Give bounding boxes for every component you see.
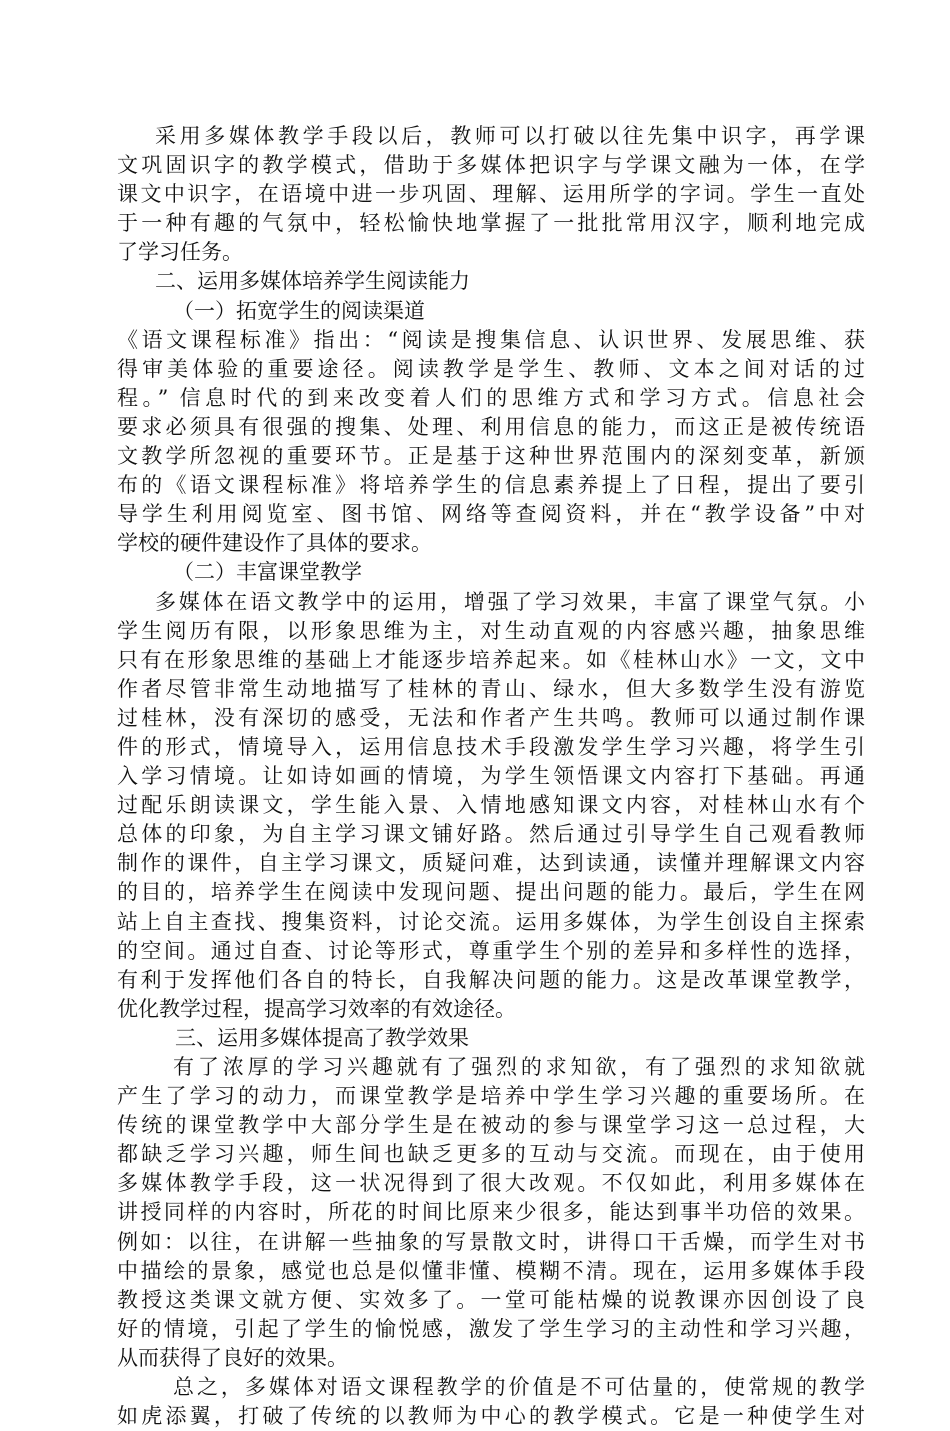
text-line: 文巩固识字的教学模式，借助于多媒体把识字与学课文融为一体，在学: [117, 153, 865, 178]
text-line: 站上自主查找、搜集资料，讨论交流。运用多媒体，为学生创设自主探索: [117, 909, 865, 934]
text-line: 程。” 信息时代的到来改变着人们的思维方式和学习方式。信息社会: [117, 385, 865, 410]
text-line: 传统的课堂教学中大部分学生是在被动的参与课堂学习这一总过程，大: [117, 1113, 865, 1138]
text-line: 《语文课程标准》指出：“阅读是搜集信息、认识世界、发展思维、获: [117, 327, 865, 352]
section-heading: 三、运用多媒体提高了教学效果: [175, 1025, 469, 1050]
text-line: 有了浓厚的学习兴趣就有了强烈的求知欲，有了强烈的求知欲就: [173, 1055, 865, 1079]
text-line: 要求必须具有很强的搜集、处理、利用信息的能力，而这正是被传统语: [117, 414, 865, 439]
text-line: 制作的课件，自主学习课文，质疑问难，达到读通，读懂并理解课文内容: [117, 851, 865, 876]
text-line: 优化教学过程，提高学习效率的有效途径。: [117, 996, 516, 1021]
text-line: 导学生利用阅览室、图书馆、网络等查阅资料，并在“教学设备”中对: [117, 502, 865, 527]
text-line: 作者尽管非常生动地描写了桂林的青山、绿水，但大多数学生没有游览: [117, 676, 865, 701]
text-line: 例如：以往，在讲解一些抽象的写景散文时，讲得口干舌燥，而学生对书: [117, 1229, 865, 1254]
text-line: 件的形式，情境导入，运用信息技术手段激发学生学习兴趣，将学生引: [117, 734, 865, 759]
text-line: 从而获得了良好的效果。: [117, 1345, 348, 1370]
text-line: 都缺乏学习兴趣，师生间也缺乏更多的互动与交流。而现在，由于使用: [117, 1142, 865, 1167]
text-line: 布的《语文课程标准》将培养学生的信息素养提上了日程，提出了要引: [117, 473, 865, 498]
subsection-heading: （一）拓宽学生的阅读渠道: [173, 298, 425, 323]
text-line: 总之，多媒体对语文课程教学的价值是不可估量的，使常规的教学: [173, 1375, 865, 1400]
text-line: 学校的硬件建设作了具体的要求。: [117, 531, 432, 556]
text-line: 如虎添翼，打破了传统的以教师为中心的教学模式。它是一种使学生对: [117, 1404, 865, 1429]
text-line: 过桂林，没有深切的感受，无法和作者产生共鸣。教师可以通过制作课: [117, 705, 865, 730]
text-line: 学生阅历有限，以形象思维为主，对生动直观的内容感兴趣，抽象思维: [117, 618, 865, 643]
text-line: 课文中识字，在语境中进一步巩固、理解、运用所学的字词。学生一直处: [117, 182, 865, 207]
text-line: 总体的印象，为自主学习课文铺好路。然后通过引导学生自己观看教师: [117, 822, 865, 847]
text-line: 于一种有趣的气氛中，轻松愉快地掌握了一批批常用汉字，顺利地完成: [117, 211, 865, 236]
subsection-heading: （二）丰富课堂教学: [173, 560, 362, 585]
text-line: 只有在形象思维的基础上才能逐步培养起来。如《桂林山水》一文，文中: [117, 647, 865, 672]
paragraph: [117, 122, 865, 267]
text-line: 的目的，培养学生在阅读中发现问题、提出问题的能力。最后，学生在网: [117, 880, 865, 905]
paragraph: [117, 588, 865, 1024]
text-line: 讲授同样的内容时，所花的时间比原来少很多，能达到事半功倍的效果。: [117, 1200, 865, 1225]
text-line: 产生了学习的动力，而课堂教学是培养中学生学习兴趣的重要场所。在: [117, 1084, 865, 1109]
text-line: 中描绘的景象，感觉也总是似懂非懂、模糊不清。现在，运用多媒体手段: [117, 1258, 865, 1283]
text-line: 文教学所忽视的重要环节。正是基于这种世界范围内的深刻变革，新颁: [117, 444, 865, 469]
text-line: 了学习任务。: [117, 240, 243, 265]
section-heading: 二、运用多媒体培养学生阅读能力: [155, 269, 470, 294]
text-line: 多媒体在语文教学中的运用，增强了学习效果，丰富了课堂气氛。小: [155, 589, 865, 614]
paragraph: [117, 1373, 865, 1431]
text-line: 有利于发挥他们各自的特长，自我解决问题的能力。这是改革课堂教学，: [117, 967, 865, 992]
paragraph: [117, 1053, 865, 1373]
text-line: 教授这类课文就方便、实效多了。一堂可能枯燥的说教课亦因创设了良: [117, 1287, 865, 1312]
text-line: 采用多媒体教学手段以后，教师可以打破以往先集中识字，再学课: [155, 124, 865, 148]
text-line: 过配乐朗读课文，学生能入景、入情地感知课文内容，对桂林山水有个: [117, 793, 865, 818]
text-line: 多媒体教学手段，这一状况得到了很大改观。不仅如此，利用多媒体在: [117, 1171, 865, 1196]
document-body: [117, 122, 865, 1431]
text-line: 好的情境，引起了学生的愉悦感，激发了学生学习的主动性和学习兴趣，: [117, 1316, 865, 1341]
text-line: 入学习情境。让如诗如画的情境，为学生领悟课文内容打下基础。再通: [117, 764, 865, 789]
text-line: 得审美体验的重要途径。阅读教学是学生、教师、文本之间对话的过: [117, 356, 865, 381]
text-line: 的空间。通过自查、讨论等形式，尊重学生个别的差异和多样性的选择，: [117, 938, 865, 963]
paragraph: [117, 326, 865, 559]
